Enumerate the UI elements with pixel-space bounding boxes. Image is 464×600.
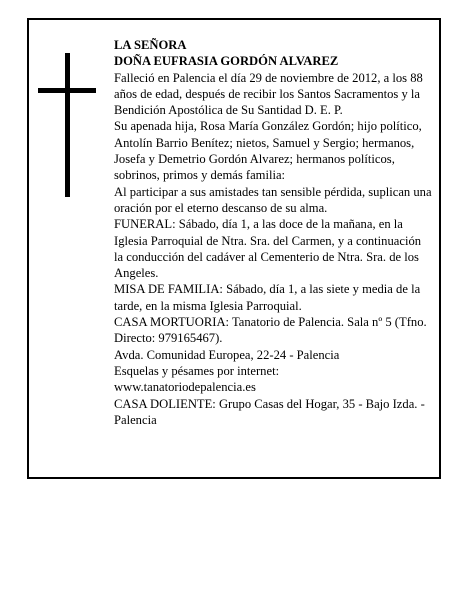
prayer-request: Al participar a sus amistades tan sensible pérdida, suplican una oración por el eterno descanso de su alma.: [114, 184, 432, 215]
cross-horizontal-bar: [38, 88, 96, 93]
obituary-text: [114, 37, 432, 428]
title-line-1: LA SEÑORA: [114, 38, 187, 52]
cross-vertical-bar: [65, 53, 70, 197]
funeral-home-details: CASA MORTUORIA: Tanatorio de Palencia. Sala nº 5 (Tfno. Directo: 979165467).: [114, 315, 427, 346]
online-condolences-label: Esquelas y pésames por internet:: [114, 363, 280, 378]
death-announcement: Falleció en Palencia el día 29 de noviembre de 2012, a los 88 años de edad, después de recibir los Santos Sacramentos y la Bendición Apostólica de Su Santidad D. E. P.: [114, 70, 423, 118]
condolences-website: www.tanatoriodepalencia.es: [114, 380, 256, 395]
deceased-name: DOÑA EUFRASIA GORDÓN ALVAREZ: [114, 54, 339, 69]
family-home-address: CASA DOLIENTE: Grupo Casas del Hogar, 35 - Bajo Izda. - Palencia: [114, 396, 425, 427]
funeral-home-address: Avda. Comunidad Europea, 22-24 - Palencia: [114, 347, 340, 362]
family-mourners: Su apenada hija, Rosa María González Gordón; hijo político, Antolín Barrio Benítez; nietos, Samuel y Sergio; hermanos, Josefa y Demetrio Gordón Alvarez; hermanos políticos, sobrinos, primos y demás familia:: [114, 119, 422, 183]
funeral-details: FUNERAL: Sábado, día 1, a las doce de la mañana, en la Iglesia Parroquial de Ntra. Sra. del Carmen, y a continuación la conducción del cadáver al Cementerio de Ntra. Sra. de los Angeles.: [114, 217, 422, 281]
family-mass-details: MISA DE FAMILIA: Sábado, día 1, a las siete y media de la tarde, en la misma Iglesia Parroquial.: [114, 282, 421, 313]
